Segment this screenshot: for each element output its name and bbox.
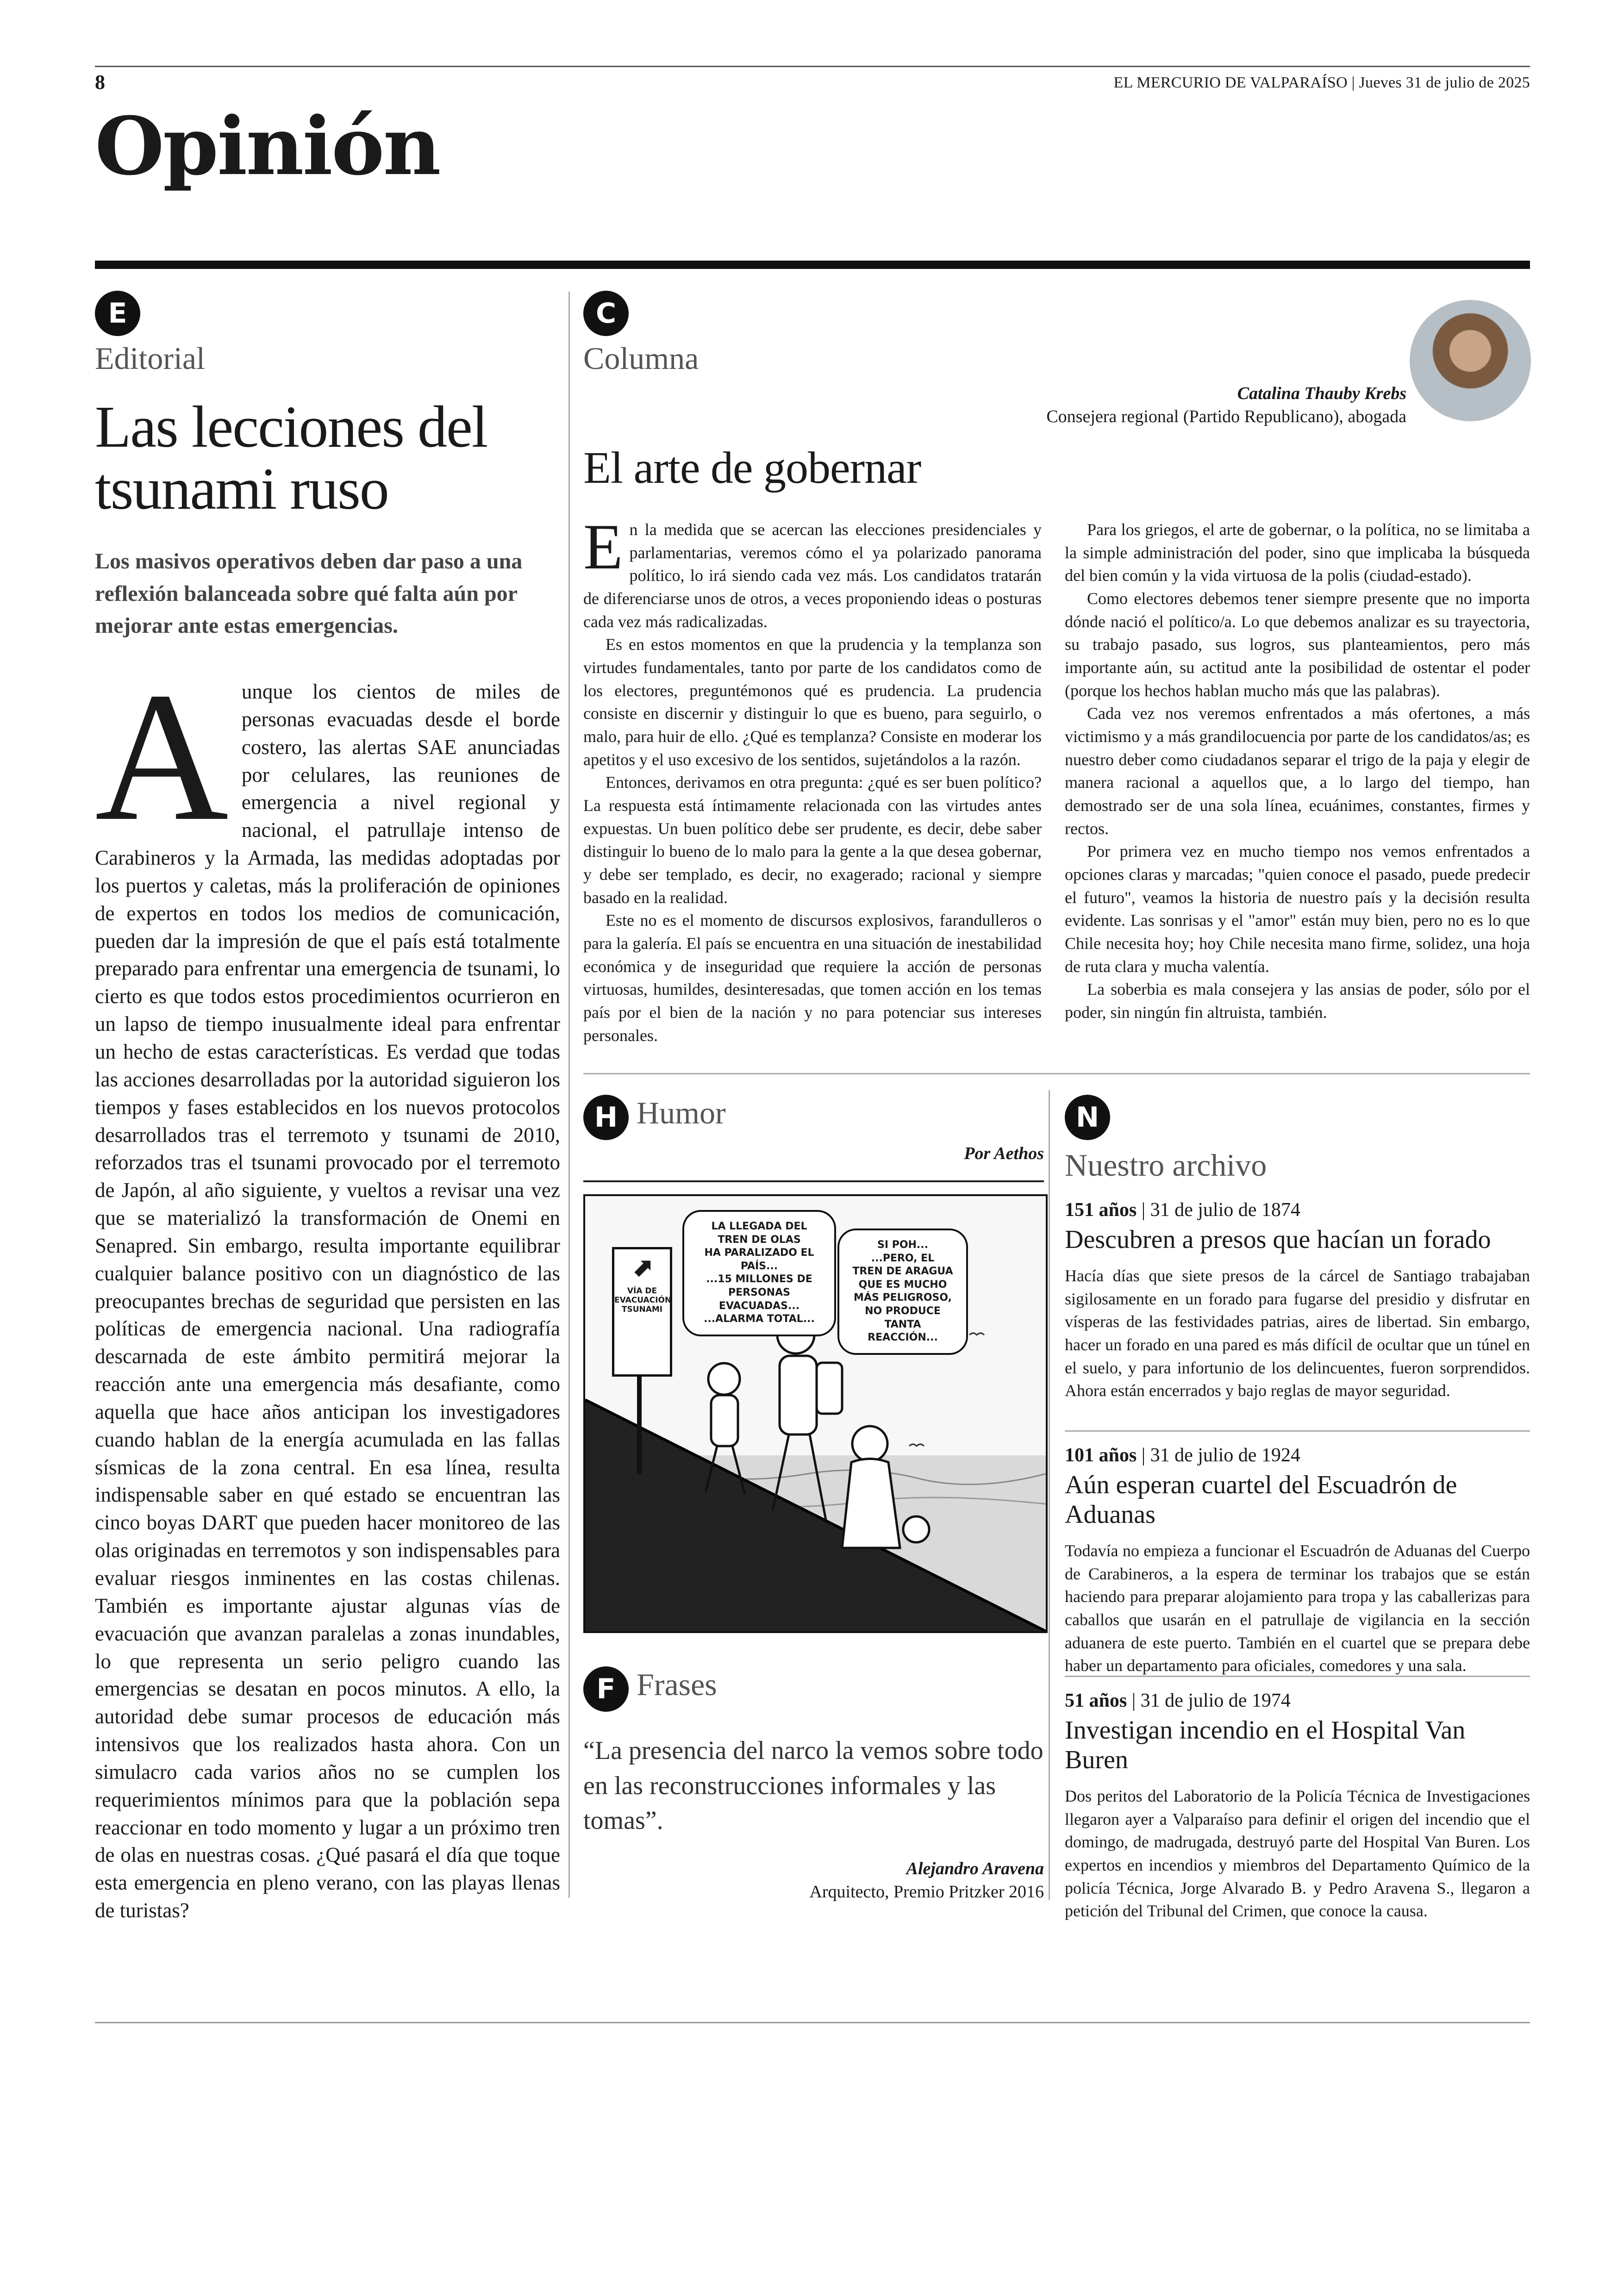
masthead: EL MERCURIO DE VALPARAÍSO | Jueves 31 de julio de 2025	[1113, 74, 1530, 91]
column-paragraph: Es en estos momentos en que la prudencia y la templanza son virtudes fundamentales, tanto por parte de los candidatos como de los electores, preguntémonos qué es prudencia. La prudencia consiste en discernir y distinguir lo que es bueno, para seguirlo, o malo, para huir de ello. ¿Qué es templanza? Consiste en moderar los apetitos y el uso excesivo de los sentidos, sujetándolos a la razón.	[583, 635, 1042, 769]
humor-rule	[583, 1180, 1044, 1182]
column-divider	[568, 292, 570, 1898]
top-rule	[95, 66, 1530, 67]
archive-item-body: Todavía no empieza a funcionar el Escuadrón de Aduanas del Cuerpo de Carabineros, a la espera de terminar los trabajos que se están haciendo para preparar alojamiento para tropa y las caballerizas para caballos que usarán en el patrullaje de vigilancia en la sección aduanera de este puerto. También en el cuartel que se prepara debe haber un departamento para oficiales, comedores y una sala.	[1065, 1541, 1530, 1675]
archive-kicker: Nuestro archivo	[1065, 1148, 1267, 1183]
frases-author: Alejandro Aravena	[906, 1859, 1044, 1878]
archive-date: | 31 de julio de 1924	[1141, 1445, 1300, 1466]
archive-years: 151 años	[1065, 1199, 1137, 1221]
column-paragraph: Como electores debemos tener siempre presente que no importa dónde nació el político/a. Lo que debemos analizar es su trayectoria, su trabajo pasado, sus logros, sus planteamientos, pero más importante aún, su actitud ante la posibilidad de ostentar el poder (porque los hechos hablan mucho más que las palabras).	[1065, 589, 1530, 700]
author-photo	[1410, 300, 1531, 421]
column-paragraph: En la medida que se acercan las elecciones presidenciales y parlamentarias, veremos cómo el ya polarizado panorama político, lo irá siendo cada vez más. Los candidatos tratarán de diferenciarse unos de otros, a veces proponiendo ideas o posturas cada vez más radicalizadas.	[583, 511, 1042, 631]
archive-item	[1065, 1199, 1530, 1403]
archive-badge: N	[1065, 1095, 1110, 1140]
bottom-rule	[95, 2022, 1530, 2023]
row-divider	[583, 1073, 1530, 1074]
archive-item	[1065, 1444, 1530, 1678]
archive-item-header	[1065, 1444, 1530, 1466]
editorial-text: unque los cientos de miles de personas evacuadas desde el borde costero, las alertas SAE anunciadas por celulares, las reuniones de emergencia a nivel regional y nacional, el patrullaje intenso de Carabineros y la Armada, las medidas adoptadas por los puertos y caletas, más la proliferación de opiniones de expertos en todos los medios de comunicación, pueden dar la impresión de que el país está totalmente preparado para enfrentar una emergencia de tsunami, lo cierto es que todos estos procedimientos ocurrieron en un lapso de tiempo inusualmente ideal para enfrentar un hecho de estas características. Es verdad que todas las acciones desarrolladas por la autoridad siguieron los tiempos y fases establecidos en los nuevos protocolos desarrollados tras el terremoto y tsunami de 2010, reforzados tras el tsunami provocado por el terremoto de Japón, al año siguiente, y vueltos a revisar una vez que se materializó la transformación de Onemi en Senapred. Sin embargo, resulta importante equilibrar cualquier balance positivo con un diagnóstico de las preocupantes brechas de seguridad que persisten en las políticas de emergencia nacional. Una radiografía descarnada de este ámbito permitirá mejorar la reacción ante una emergencia más desafiante, como aquella que hace años anticipan los investigadores cuando hablan de la energía acumulada en las fallas sísmicas de la zona central. En esa línea, resulta indispensable saber en qué estado se encuentran las cinco boyas DART que pueden hacer monitoreo de las olas originadas en terremotos y son indispensables para evaluar riesgos inminentes en las costas chilenas. También es importante ajustar algunas vías de evacuación que avanzan paralelas a zonas inundables, lo que representa un serio peligro cuando las emergencias se desatan en pocos minutos. A ello, la autoridad debe sumar procesos de educación más intensivos que los realizados hasta ahora. Con un simulacro cada varios años no se cumplen los requerimientos mínimos para que la población sepa reaccionar en todo momento y lugar a un próximo tren de olas en nuestras cosas. ¿Qué pasará el día que toque esta emergencia en pleno verano, con las playas llenas de turistas?	[95, 680, 560, 1922]
column-dropcap: E	[583, 511, 623, 583]
column-paragraph: La soberbia es mala consejera y las ansias de poder, sólo por el poder, sin ningún fin altruista, también.	[1065, 980, 1530, 1022]
archive-item-header	[1065, 1199, 1530, 1221]
archive-item	[1065, 1690, 1530, 1923]
column-author-role: Consejera regional (Partido Republicano), abogada	[1046, 407, 1406, 426]
humor-badge: H	[583, 1095, 629, 1140]
column-title: El arte de gobernar	[583, 443, 921, 493]
archive-separator	[1065, 1430, 1530, 1432]
page-number: 8	[95, 71, 105, 94]
column-author: Catalina Thauby Krebs	[1237, 384, 1406, 403]
sign-text: VÍA DE EVACUACIÓN TSUNAMI	[614, 1286, 672, 1314]
column-badge: C	[583, 291, 629, 336]
column-divider	[1049, 1090, 1050, 1900]
speech-bubble-left: LA LLEGADA DEL TREN DE OLAS HA PARALIZADO EL PAÍS... ...15 MILLONES DE PERSONAS EVACUADAS... ...ALARMA TOTAL...	[682, 1210, 836, 1336]
archive-item-body: Hacía días que siete presos de la cárcel de Santiago trabajaban sigilosamente en un forado para fugarse del presidio y disfrutar en vísperas de las festividades patrias, aires de libertad. Sin embargo, hacer un forado en una pared es más difícil de ocultar que un túnel en el suelo, y para infortunio de los delincuentes, fueron sorprendidos. Ahora están encerrados y bajo reglas de mayor seguridad.	[1065, 1266, 1530, 1400]
archive-item-body: Dos peritos del Laboratorio de la Policía Técnica de Investigaciones llegaron ayer a Valparaíso para definir el origen del incendio que el domingo, de madrugada, destruyó parte del Hospital Van Buren. Los expertos en incendios y miembros del Departamento Químico de la policía Técnica, Jorge Alvarado B. y Pedro Aravena S., llegaron a petición del Tribunal del Crimen, que conoce la causa.	[1065, 1787, 1530, 1921]
cartoon	[583, 1194, 1048, 1633]
editorial-kicker: Editorial	[95, 341, 205, 376]
archive-item-header	[1065, 1690, 1530, 1712]
humor-byline: Por Aethos	[964, 1144, 1044, 1163]
editorial-dropcap: A	[95, 654, 229, 859]
column-body-right	[1065, 518, 1530, 1024]
archive-years: 51 años	[1065, 1690, 1127, 1711]
evacuation-sign	[612, 1247, 672, 1377]
archive-item-title: Aún esperan cuartel del Escuadrón de Aduanas	[1065, 1471, 1457, 1529]
frases-author-role: Arquitecto, Premio Pritzker 2016	[809, 1882, 1044, 1902]
editorial-subtitle: Los masivos operativos deben dar paso a una reflexión balanceada sobre qué falta aún por mejorar ante estas emergencias.	[95, 549, 523, 638]
frases-badge: F	[583, 1666, 629, 1712]
archive-years: 101 años	[1065, 1445, 1137, 1466]
wave-icon: ⬈	[631, 1253, 653, 1283]
column-paragraph: Para los griegos, el arte de gobernar, o la política, no se limitaba a la simple administración del poder, sino que implicaba la búsqueda del bien común y la vida virtuosa de la polis (ciudad-estado).	[1065, 520, 1530, 585]
frases-kicker: Frases	[637, 1667, 717, 1702]
archive-date: | 31 de julio de 1874	[1141, 1199, 1300, 1221]
frases-quote: “La presencia del narco la vemos sobre todo en las reconstrucciones informales y las tomas”.	[583, 1736, 1043, 1835]
section-rule	[95, 261, 1530, 269]
section-title: Opinión	[95, 99, 440, 193]
column-paragraph: Entonces, derivamos en otra pregunta: ¿qué es ser buen político? La respuesta está íntimamente relacionada con las virtudes antes expuestas. Un buen político debe ser prudente, es decir, debe saber distinguir lo bueno de lo malo para la gente a la que desea gobernar, y debe ser templado, es decir, no exagerado; racional y siempre basado en la realidad.	[583, 773, 1042, 907]
archive-item-title: Investigan incendio en el Hospital Van Buren	[1065, 1716, 1466, 1774]
column-paragraph: Por primera vez en mucho tiempo nos vemos enfrentados a opciones claras y marcadas; "quien conoce el pasado, puede predecir el futuro", veamos la historia de nuestro país y la decisión resulta evidente. Las sonrisas y el "amor" están muy bien, pero no es lo que Chile necesita hoy; hoy Chile necesita mano firme, solidez, una hoja de ruta clara y mucha valentía.	[1065, 842, 1530, 976]
humor-kicker: Humor	[637, 1095, 726, 1130]
column-body-left	[583, 511, 1042, 1047]
column-kicker: Columna	[583, 341, 699, 376]
archive-separator	[1065, 1676, 1530, 1677]
editorial-body	[95, 654, 560, 1925]
archive-date: | 31 de julio de 1974	[1131, 1690, 1291, 1711]
editorial-title: Las lecciones del tsunami ruso	[95, 394, 487, 522]
editorial-badge: E	[95, 291, 140, 336]
speech-bubble-right: SI POH... ...PERO, EL TREN DE ARAGUA QUE ES MUCHO MÁS PELIGROSO, NO PRODUCE TANTA REACCIÓN...	[837, 1229, 968, 1355]
column-paragraph: Este no es el momento de discursos explosivos, farandulleros o para la galería. El país se encuentra en una situación de inestabilidad económica y de inseguridad que requiere la acción de personas virtuosas, humildes, desinteresadas, que tomen acción en los temas país por el bien de la nación y no para potenciar sus intereses personales.	[583, 911, 1042, 1045]
archive-item-title: Descubren a presos que hacían un forado	[1065, 1225, 1491, 1254]
column-paragraph: Cada vez nos veremos enfrentados a más ofertones, a más victimismo y a más grandilocuencia por parte de los candidatos/as; es nuestro deber como ciudadanos separar el trigo de la paja y elegir de manera racional a aquellos que, a lo largo del tiempo, han demostrado ser de una sola línea, ecuánimes, constantes, firmes y rectos.	[1065, 704, 1530, 838]
